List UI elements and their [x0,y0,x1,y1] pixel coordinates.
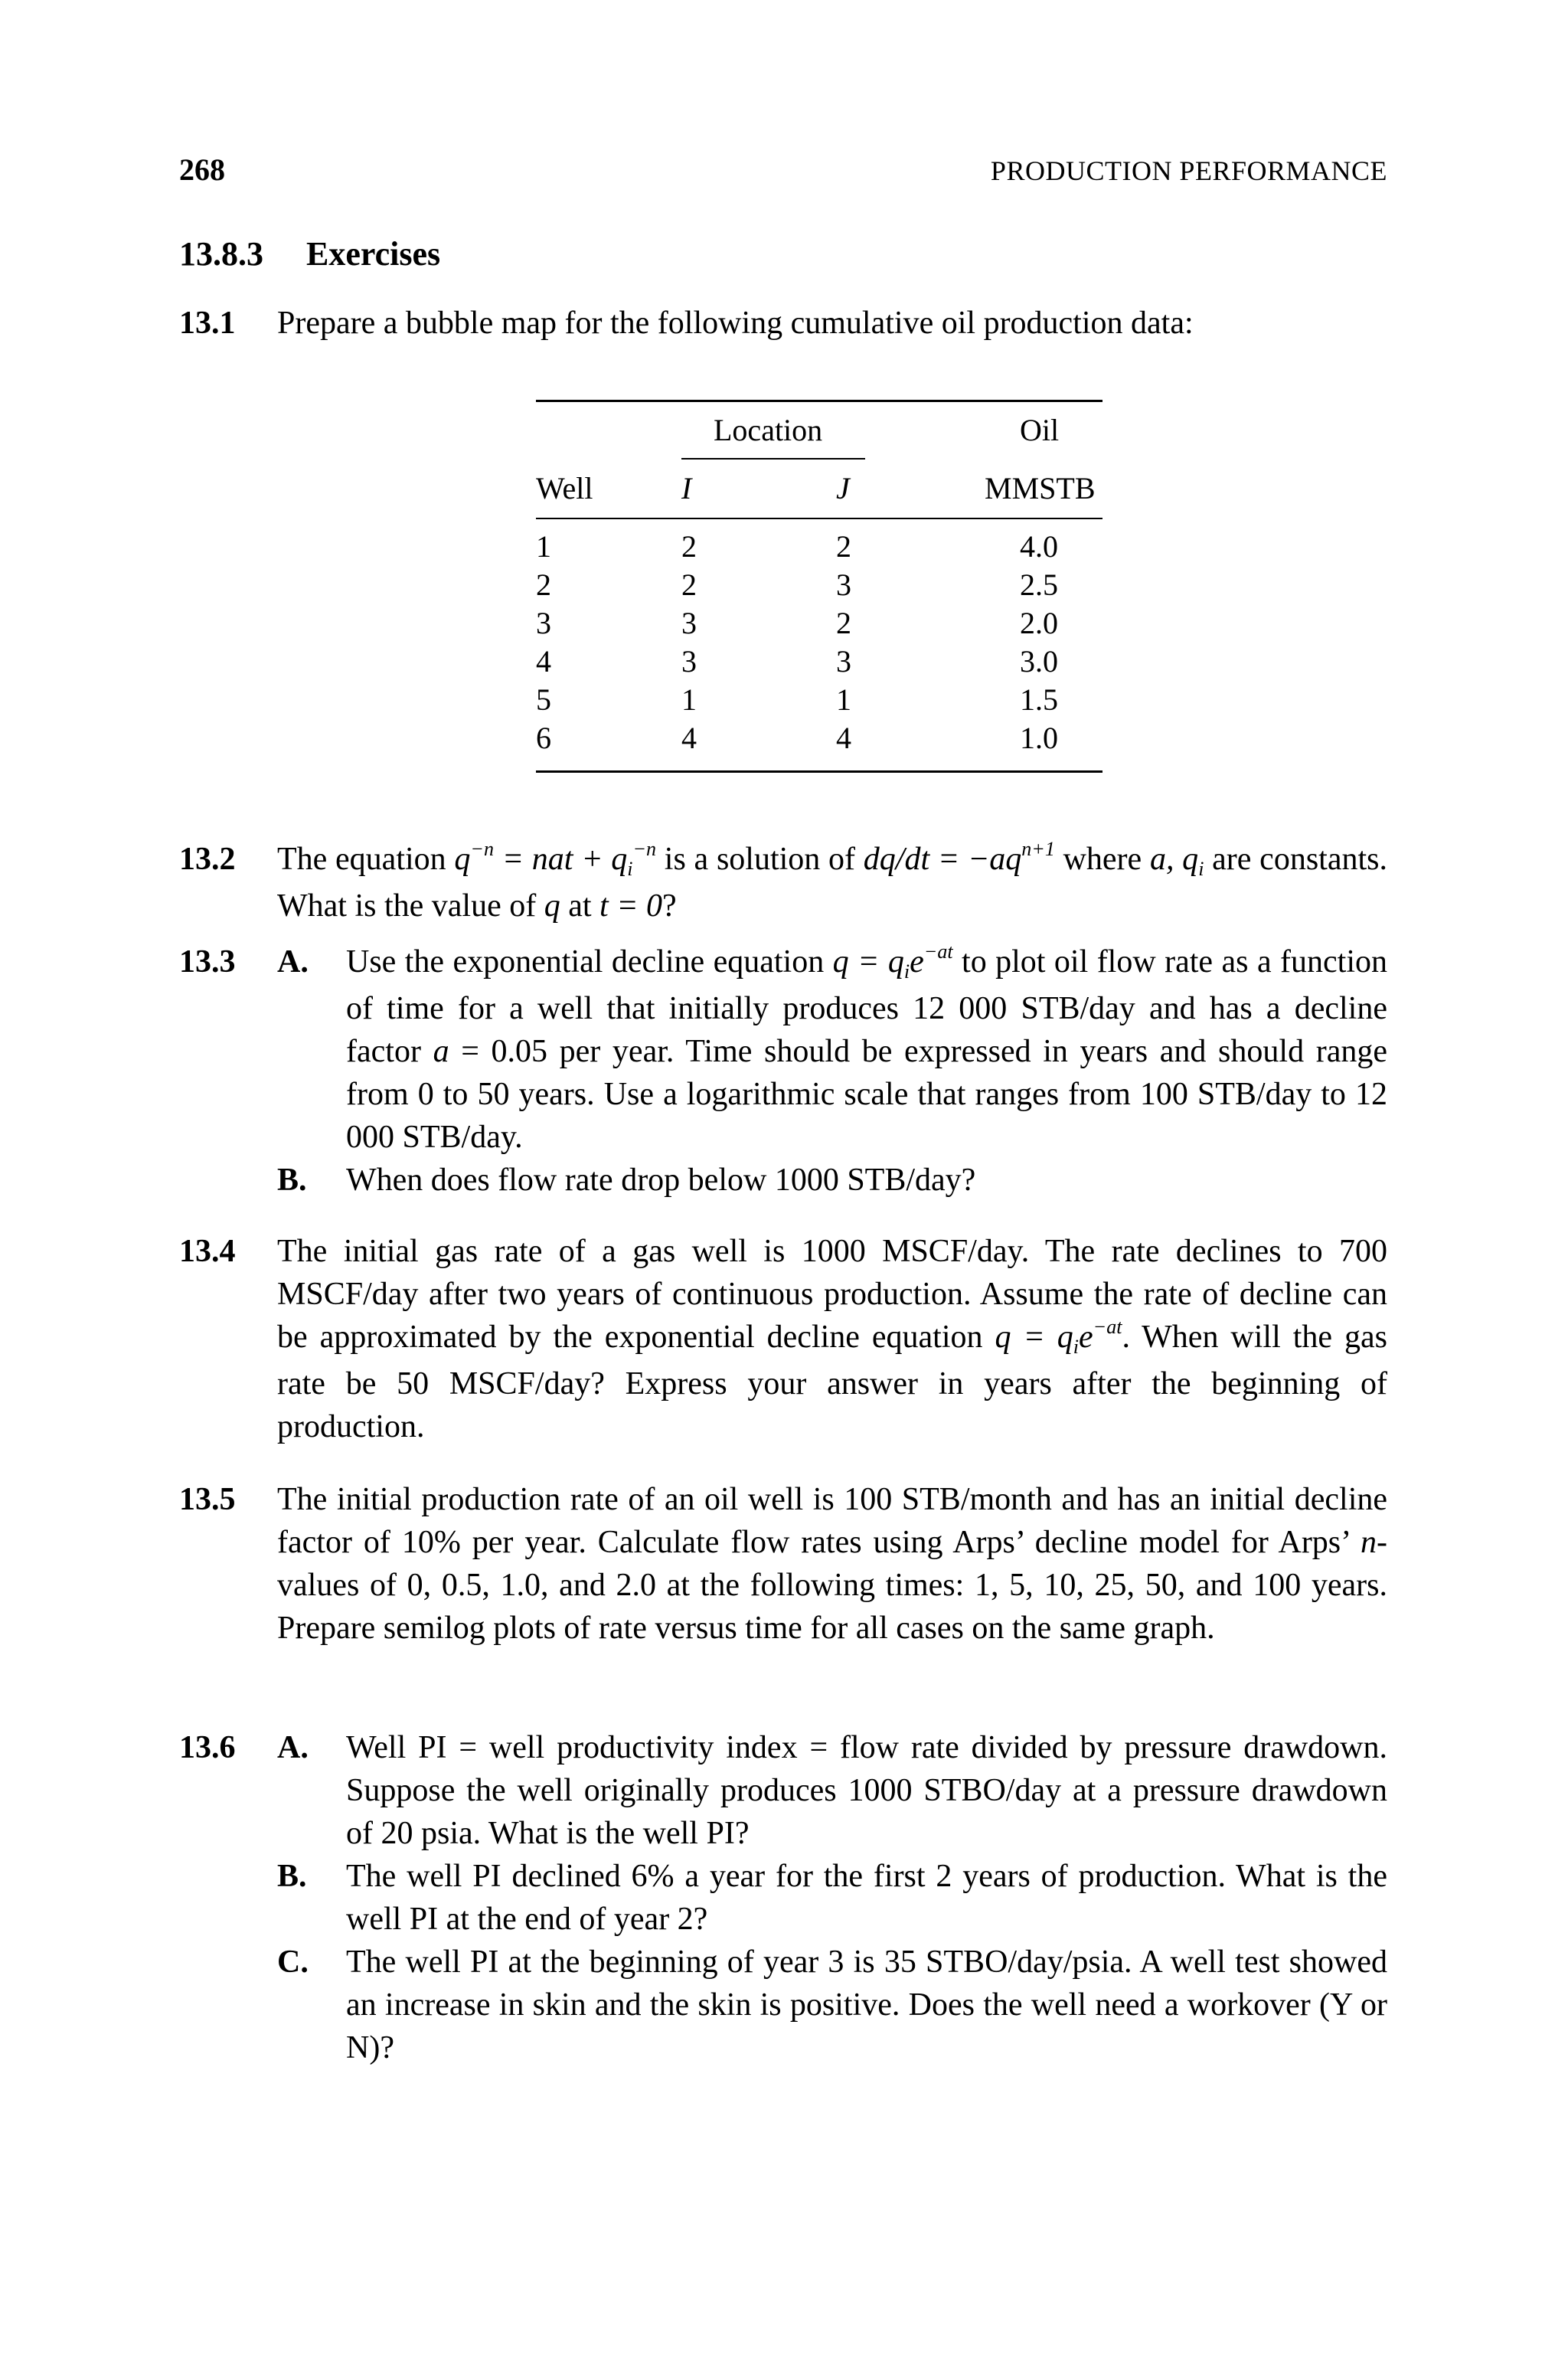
exercise-13-2 [179,838,1387,927]
location-span-rule [681,458,865,460]
header-i: I [681,471,692,505]
eq-sub: i [1073,1336,1080,1358]
text-run: to plot oil flow rate as a function of time for a well that initially produces 12 000 STB/day and has a decline factor [346,944,1387,1069]
section-number: 13.8.3 [179,235,263,273]
equation-exponential [832,940,953,983]
eq-sub: i [1198,858,1204,880]
eq-sup: −n [470,838,494,860]
text-run: is a solution of [656,842,864,877]
page-number: 268 [179,152,225,187]
part-text: When does flow rate drop below 1000 STB/day? [346,1163,976,1198]
text-run: The equation [277,842,455,877]
eq-part: q = q [832,944,904,980]
equation-differential [863,838,1055,877]
eq-part: q [454,842,471,877]
table-cell: 2 [836,606,851,640]
exercise-part-c [277,1941,1387,2069]
table-cell: 4 [836,721,851,755]
text-run: where [1054,842,1150,877]
table-top-rule [536,400,1102,402]
table-cell: 2 [536,567,551,602]
table-bottom-rule [536,770,1102,773]
eq-sup: −n [632,838,657,860]
table-cell: 3 [536,606,551,640]
eq-sup: n+1 [1021,838,1055,860]
header-mmstb: MMSTB [985,471,1096,505]
eq-part: e [910,944,924,980]
exercise-text [277,1478,1387,1650]
exercise-13-4 [179,1230,1387,1448]
table-cell: 4.0 [1020,529,1058,564]
table-cell: 2.5 [1020,567,1058,602]
eq-part: a, q [1149,842,1199,877]
equation-solution [454,838,657,880]
text-run: -values of 0, 0.5, 1.0, and 2.0 at the following times: 1, 5, 10, 25, 50, and 100 years. Prepare semilog plots of rate versus time for all cases on the same graph. [277,1525,1387,1646]
eq-variable: n [1361,1525,1377,1560]
eq-part: dq/dt = −aq [863,842,1022,877]
group-header-location: Location [714,413,823,447]
table-cell: 1 [681,682,697,717]
text-run: at [560,888,600,924]
exercise-13-6 [179,1726,1387,2069]
table-cell: 2 [681,529,697,564]
table-cell: 4 [681,721,697,755]
table-cell: 5 [536,682,551,717]
text-run: are constants. What is the value of [277,842,1387,924]
text-run: . When will the gas rate be 50 MSCF/day? Express your answer in years after the beginning of production. [277,1320,1387,1444]
exercise-13-5 [179,1478,1387,1650]
equation-constants [1149,842,1204,880]
part-text: Well PI = well productivity index = flow rate divided by pressure drawdown. Suppose the well originally produces 1000 STBO/day at a pressure drawdown of 20 psia. What is the well PI? [346,1730,1387,1851]
part-label: C. [277,1944,309,1980]
exercise-number: 13.3 [179,944,236,980]
eq-variable: t = 0 [599,888,663,924]
section-title: Exercises [306,235,441,273]
exercise-number: 13.5 [179,1482,236,1517]
exercise-number: 13.4 [179,1234,236,1269]
eq-variable: a [433,1034,449,1069]
exercise-part-a [277,1726,1387,1855]
equation-exponential [995,1316,1122,1358]
part-text [346,940,1387,1159]
part-label: A. [277,944,309,980]
table-cell: 4 [536,644,551,679]
part-label: B. [277,1859,307,1894]
table-cell: 1 [836,682,851,717]
table-cell: 1 [536,529,551,564]
table-cell: 3 [836,567,851,602]
eq-sup: −at [1093,1316,1122,1338]
exercise-13-3 [179,940,1387,1202]
text-run: ? [662,888,677,924]
text-run: The initial production rate of an oil well is 100 STB/month and has an initial decline factor of 10% per year. Calculate flow rates using Arps’ decline model for Arps’ [277,1482,1387,1560]
eq-variable: q [544,888,560,924]
section-heading [179,234,440,273]
table-cell: 2.0 [1020,606,1058,640]
header-well: Well [536,471,593,505]
exercise-13-1 [179,302,1387,345]
exercise-number: 13.2 [179,842,236,877]
exercise-number: 13.6 [179,1730,236,1765]
exercise-text [277,1230,1387,1448]
running-head [179,152,1387,188]
header-j: J [836,471,850,505]
part-label: A. [277,1730,309,1765]
table-cell: 3 [681,606,697,640]
exercise-part-b [277,1855,1387,1941]
exercise-text [277,838,1387,927]
part-text: The well PI at the beginning of year 3 is 35 STBO/day/psia. A well test showed an increase in skin and the skin is positive. Does the well need a workover (Y or N)? [346,1944,1387,2065]
table-cell: 3.0 [1020,644,1058,679]
table-cell: 1.5 [1020,682,1058,717]
table-cell: 1.0 [1020,721,1058,755]
table-cell: 2 [836,529,851,564]
exercise-part-b [277,1159,1387,1202]
text-run: The initial gas rate of a gas well is 1000 MSCF/day. The rate declines to 700 MSCF/day after two years of continuous production. Assume the rate of decline can be approximated by the exponential decline equation [277,1234,1387,1355]
part-text: The well PI declined 6% a year for the first 2 years of production. What is the well PI at the end of year 2? [346,1859,1387,1937]
eq-part: = nat + q [493,842,628,877]
eq-part: q = q [995,1320,1073,1355]
exercise-text: Prepare a bubble map for the following cumulative oil production data: [277,306,1194,341]
table-cell: 2 [681,567,697,602]
header-rule [536,518,1102,519]
eq-sub: i [903,960,910,983]
text-run: Use the exponential decline equation [346,944,833,980]
exercise-number: 13.1 [179,306,236,341]
part-label: B. [277,1163,307,1198]
exercise-part-a [277,940,1387,1159]
table-cell: 3 [836,644,851,679]
table-cell: 6 [536,721,551,755]
text-run: = 0.05 per year. Time should be expressed in years and should range from 0 to 50 years. Use a logarithmic scale that ranges from 100 STB/day to 12 000 STB/day. [346,1034,1387,1155]
eq-part: e [1079,1320,1093,1355]
running-title: PRODUCTION PERFORMANCE [990,155,1387,186]
eq-sup: −at [923,940,953,963]
eq-sub: i [627,858,633,880]
group-header-oil: Oil [1020,413,1060,447]
table-cell: 3 [681,644,697,679]
